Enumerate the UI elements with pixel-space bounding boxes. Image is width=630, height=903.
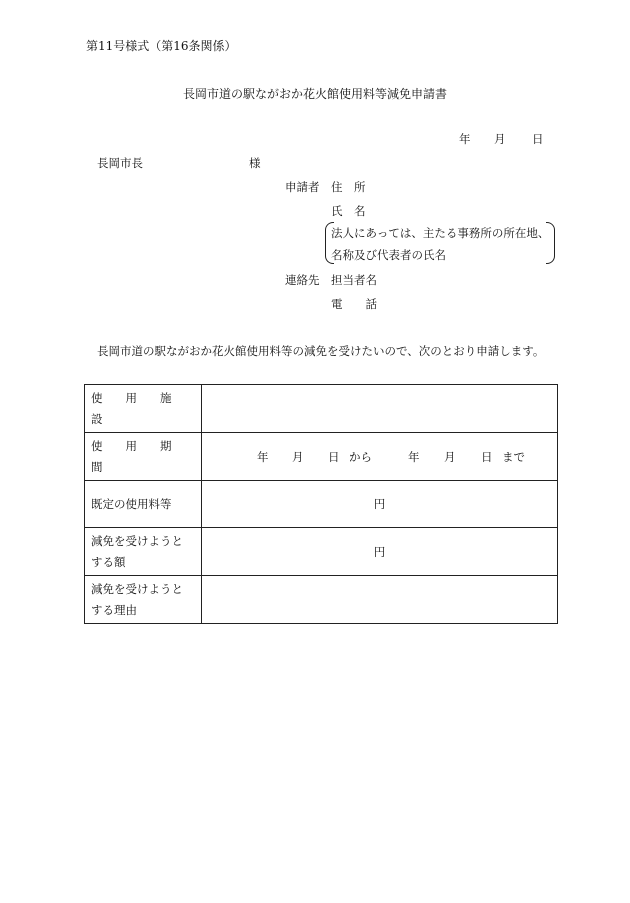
address-field-label: 住 所 (331, 180, 366, 194)
table-row-fee (85, 481, 558, 528)
period-until: まで (502, 449, 525, 464)
period-month-2: 月 (444, 449, 456, 464)
period-year-1: 年 (257, 449, 269, 464)
page-title: 長岡市道の駅ながおか花火館使用料等減免申請書 (182, 87, 447, 101)
table-row-reason (85, 576, 558, 624)
period-year-2: 年 (408, 449, 420, 464)
form-number: 第11号様式（第16条関係） (86, 39, 237, 53)
table-row-period (85, 433, 558, 481)
facility-field[interactable] (202, 385, 558, 433)
fee-label: 既定の使用料等 (85, 481, 202, 528)
date-day-label: 日 (532, 132, 544, 146)
corporate-note (325, 222, 555, 262)
fee-unit: 円 (373, 497, 386, 511)
period-month-1: 月 (292, 449, 304, 464)
reduction-field[interactable] (202, 528, 558, 576)
reason-field[interactable] (202, 576, 558, 624)
period-field[interactable] (202, 433, 558, 481)
applicant-label: 申請者 (285, 180, 320, 194)
reason-label-line-2: する理由 (91, 602, 137, 617)
date-month-label: 月 (494, 132, 506, 146)
reduction-label-line-2: する額 (91, 554, 126, 569)
table-row-facility (85, 385, 558, 433)
reason-label-line-1: 減免を受けようと (91, 581, 183, 596)
reduction-unit: 円 (373, 544, 386, 559)
reduction-label-line-1: 減免を受けようと (91, 533, 183, 548)
reason-label (85, 576, 202, 624)
note-line-2: 名称及び代表者の氏名 (331, 248, 446, 262)
note-line-1: 法人にあっては、主たる事務所の所在地、 (331, 226, 550, 240)
period-label: 使 用 期 間 (85, 433, 202, 481)
contact-label: 連絡先 (285, 273, 320, 287)
table-row-reduction (85, 528, 558, 576)
date-year-label: 年 (459, 132, 471, 146)
phone-label: 電 話 (331, 297, 377, 311)
honorific: 様 (249, 156, 261, 170)
person-in-charge-label: 担当者名 (331, 273, 377, 287)
period-day-1: 日 (328, 449, 340, 464)
period-day-2: 日 (481, 449, 493, 464)
period-from: から (349, 449, 372, 464)
fee-field[interactable] (202, 481, 558, 528)
name-field-label: 氏 名 (331, 204, 366, 218)
application-table (84, 384, 558, 624)
application-statement: 長岡市道の駅ながおか花火館使用料等の減免を受けたいので、次のとおり申請します。 (97, 344, 545, 358)
addressee: 長岡市長 (97, 156, 143, 170)
reduction-label (85, 528, 202, 576)
facility-label: 使 用 施 設 (85, 385, 202, 433)
